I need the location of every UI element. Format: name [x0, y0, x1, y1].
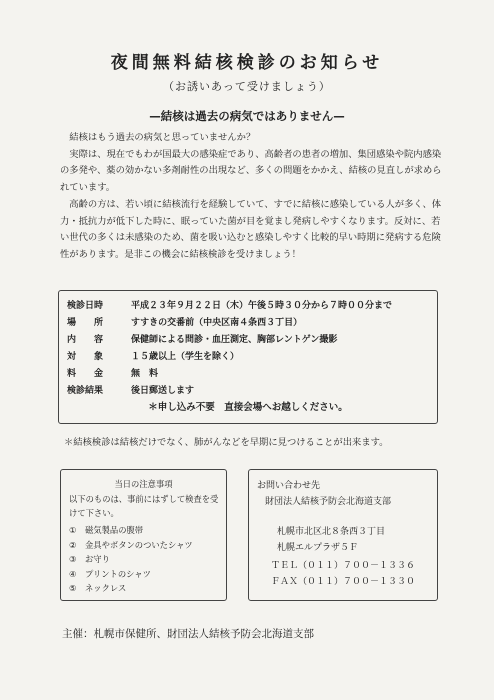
paragraph: 実際は、現在でもわが国最大の感染症であり、高齢者の患者の増加、集団感染や院内感染の多発や、薬の効かない多剤耐性の出現など、多くの問題をかかえ、結核の見直しが求められています。 — [60, 148, 442, 193]
info-label: 場 所 — [67, 318, 104, 328]
footnote: ＊結核検診は結核だけでなく、肺がんなどを早期に見つけることが出来ます。 — [64, 437, 389, 448]
page-title: 夜間無料結核検診のお知らせ — [110, 53, 384, 73]
info-value: すすきの交番前（中央区南４条西３丁目） — [131, 318, 303, 328]
info-label: 検診結果 — [67, 386, 104, 396]
contact-org: 財団法人結核予防会北海道支部 — [265, 497, 392, 507]
paragraph: 高齢の方は、若い頃に結核流行を経験していて、すでに結核に感染している人が多く、体力・抵抗力が低下した時に、眠っていた菌が目を覚まし発病しやすくなります。反対に、若い世代の多くは未感染のため、菌を吸い込むと感染しやすく比較的早い時期に発病する危険性があります。是非この機会に結核検診を受けましょう！ — [60, 199, 442, 260]
exam-info-box — [58, 290, 438, 424]
notice-heading: 当日の注意事項 — [114, 479, 173, 489]
paragraph: 結核はもう過去の病気と思っていませんか？ — [69, 132, 256, 143]
no-registration-note: ＊申し込み不要 直接会場へお越しください。 — [148, 402, 348, 413]
contact-tel: ＴＥＬ（０１１）７００－１３３６ — [271, 561, 416, 571]
info-value: 後日郵送します — [131, 386, 195, 396]
list-item: ① 磁気製品の腹帯 — [69, 525, 144, 535]
info-value: 保健師による問診・血圧測定、胸部レントゲン撮影 — [131, 335, 338, 345]
list-item: ② 金具やボタンのついたシャツ — [69, 539, 193, 550]
sponsor-line: 主催：札幌市保健所、財団法人結核予防会北海道支部 — [62, 628, 314, 640]
page-subtitle: （お誘いあって受けましょう） — [163, 80, 331, 93]
notice-box — [60, 469, 227, 601]
info-value: 無 料 — [131, 369, 159, 379]
contact-fax: ＦＡＸ（０１１）７００－１３３０ — [271, 577, 416, 587]
info-label: 対 象 — [67, 352, 104, 362]
info-label: 内 容 — [67, 335, 104, 345]
notice-list — [69, 523, 193, 596]
contact-heading: お問い合わせ先 — [257, 481, 321, 491]
contact-box — [248, 469, 438, 601]
info-value: １５歳以上（学生を除く） — [131, 352, 240, 362]
list-item: ⑤ ネックレス — [69, 583, 127, 593]
list-item: ③ お守り — [69, 554, 110, 564]
contact-address: 札幌市北区北８条西３丁目 — [277, 527, 386, 537]
info-row-fee — [67, 366, 158, 379]
info-label: 料 金 — [67, 369, 104, 379]
contact-building: 札幌エルプラザ５Ｆ — [277, 543, 359, 553]
notice-intro: 以下のものは、事前にはずして検査を受けて下さい。 — [69, 494, 219, 518]
body-text — [60, 130, 448, 263]
info-value: 平成２３年９月２２日（木）午後５時３０分から７時００分まで — [131, 301, 393, 311]
list-item: ④ プリントのシャツ — [69, 568, 151, 579]
info-row-target — [67, 349, 239, 362]
info-row-result — [67, 383, 194, 396]
info-row-place — [67, 315, 302, 328]
info-row-datetime — [67, 298, 392, 311]
tagline: —結核は過去の病気ではありません— — [149, 109, 345, 123]
info-row-content — [67, 332, 337, 345]
info-label: 検診日時 — [67, 301, 104, 311]
